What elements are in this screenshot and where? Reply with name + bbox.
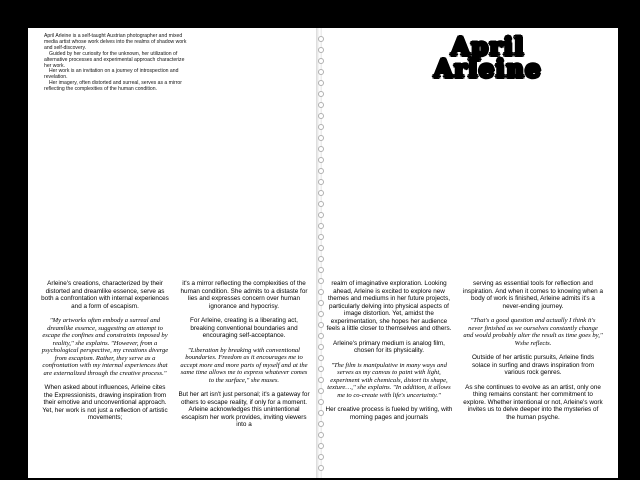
title-line-1: April	[451, 32, 525, 61]
stitch-hole	[318, 234, 324, 240]
stitch-hole	[318, 245, 324, 251]
stitch-hole	[318, 168, 324, 174]
stitch-hole	[318, 113, 324, 119]
stitch-hole	[318, 278, 324, 284]
stitch-hole	[318, 366, 324, 372]
stitch-hole	[318, 157, 324, 163]
body-paragraph: For Arleine, creating is a liberating act, breaking conventional boundaries and encouraging self-acceptance.	[190, 317, 298, 339]
stitch-hole	[318, 355, 324, 361]
stitch-hole	[318, 212, 324, 218]
stitch-hole	[318, 454, 324, 460]
stitch-hole	[318, 256, 324, 262]
magazine-spread	[28, 28, 618, 478]
stitch-hole	[318, 399, 324, 405]
body-paragraph: realm of imaginative exploration. Looking ahead, Arleine is excited to explore new themes and mediums in her future projects, particularly delving into physical aspects of image distortion. Yet, amidst the experimentation, she hopes her audience feels a little closer to themselves and others.	[326, 280, 452, 332]
quote-paragraph: "My artworks often embody a surreal and dreamlike essence, suggesting an attempt to escape the confines and constraints imposed by reality," she explains. "However, from a psychological perspective, my creations diverge from escapism. Rather, they serve as a confrontation with my internal experiences that are externalized through the creative process."	[41, 317, 169, 377]
stitch-hole	[318, 443, 324, 449]
body-paragraph: Arleine's primary medium is analog film, chosen for its physicality.	[333, 339, 445, 354]
right-column-1	[324, 280, 454, 428]
stitch-hole	[318, 311, 324, 317]
stitch-hole	[318, 410, 324, 416]
intro-paragraph: Her imagery, often distorted and surreal, serves as a mirror reflecting the complexities of the human condition.	[44, 80, 182, 93]
stitch-hole	[318, 80, 324, 86]
stitch-hole	[318, 69, 324, 75]
right-column-2	[463, 280, 603, 428]
title-line-2: Arleine	[434, 54, 542, 83]
article-title	[388, 32, 588, 83]
stitch-hole	[318, 102, 324, 108]
stitch-hole	[318, 322, 324, 328]
stitch-hole	[318, 91, 324, 97]
body-paragraph: When asked about influences, Arleine cites the Expressionists, drawing inspiration from their emotive and unconventional approach. Yet, her work is not just a reflection of artistic movements;	[42, 384, 168, 421]
quote-paragraph: "Liberation by breaking with conventional boundaries. Freedom as it encourages me to accept more and more parts of myself and at the same time allows me to express whatever comes to the surface," she muses.	[180, 346, 308, 384]
body-paragraph: it's a mirror reflecting the complexities of the human condition. She admits to a distaste for lies and expresses concern over human ignorance and hypocrisy.	[180, 280, 308, 310]
right-page	[318, 28, 618, 478]
intro-paragraph: Guided by her curiosity for the unknown, her utilization of alternative processes and experimental approach characterize her work.	[44, 50, 185, 69]
stitch-hole	[318, 388, 324, 394]
body-paragraph: Her creative process is fueled by writing, with morning pages and journals	[325, 406, 453, 421]
stitch-hole	[318, 289, 324, 295]
stitch-hole	[318, 58, 324, 64]
body-paragraph: serving as essential tools for reflection and inspiration. And when it comes to knowing when a body of work is finished, Arleine admits it's a never-ending journey.	[463, 280, 603, 310]
stitch-hole	[318, 333, 324, 339]
stitch-hole	[318, 432, 324, 438]
body-paragraph: Outside of her artistic pursuits, Arleine finds solace in surfing and draws inspiration from various rock genres.	[472, 354, 594, 376]
intro-text	[44, 34, 192, 93]
stitch-hole	[318, 300, 324, 306]
stitch-hole	[318, 465, 324, 471]
body-paragraph: As she continues to evolve as an artist, only one thing remains constant: her commitment to explore. Whether intentional or not, Arleine's work invites us to delve deeper into the mysteries of the human psyche.	[463, 383, 603, 421]
stitch-hole	[318, 135, 324, 141]
stitch-hole	[318, 36, 324, 42]
intro-paragraph: Her work is an invitation on a journey of introspection and revelation.	[44, 68, 179, 81]
stitch-hole	[318, 344, 324, 350]
stitch-hole	[318, 223, 324, 229]
left-column-2	[178, 280, 310, 436]
stitch-hole	[318, 421, 324, 427]
stitch-hole	[318, 179, 324, 185]
stitch-hole	[318, 146, 324, 152]
stitch-hole	[318, 267, 324, 273]
stitch-hole	[318, 47, 324, 53]
left-column-1	[40, 280, 170, 429]
quote-paragraph: "That's a good question and actually I think it's never finished as we ourselves constantly change and would probably alter the result as time goes by," Wshe reflects.	[463, 317, 603, 347]
quote-paragraph: "The film is manipulative in many ways and serves as my canvas to paint with light, experiment with chemicals, distort its shape, texture…," she explains. "In addition, it allows me to co-create with life's uncertainty."	[327, 361, 451, 399]
stitch-hole	[318, 190, 324, 196]
left-page	[28, 28, 318, 478]
stitch-hole	[318, 124, 324, 130]
stitch-hole	[318, 201, 324, 207]
body-paragraph: Arleine's creations, characterized by their distorted and dreamlike essence, serve as both a confrontation with internal experiences and a form of escapism.	[41, 280, 169, 310]
stitch-hole	[318, 377, 324, 383]
body-paragraph: But her art isn't just personal; it's a gateway for others to escape reality, if only for a moment. Arleine acknowledges this unintentional escapism her work provides, inviting viewers into a	[178, 391, 310, 428]
intro-paragraph: April Arleine is a self-taught Austrian photographer and mixed media artist whose work delves into the realms of shadow work and self-discovery.	[44, 33, 187, 51]
